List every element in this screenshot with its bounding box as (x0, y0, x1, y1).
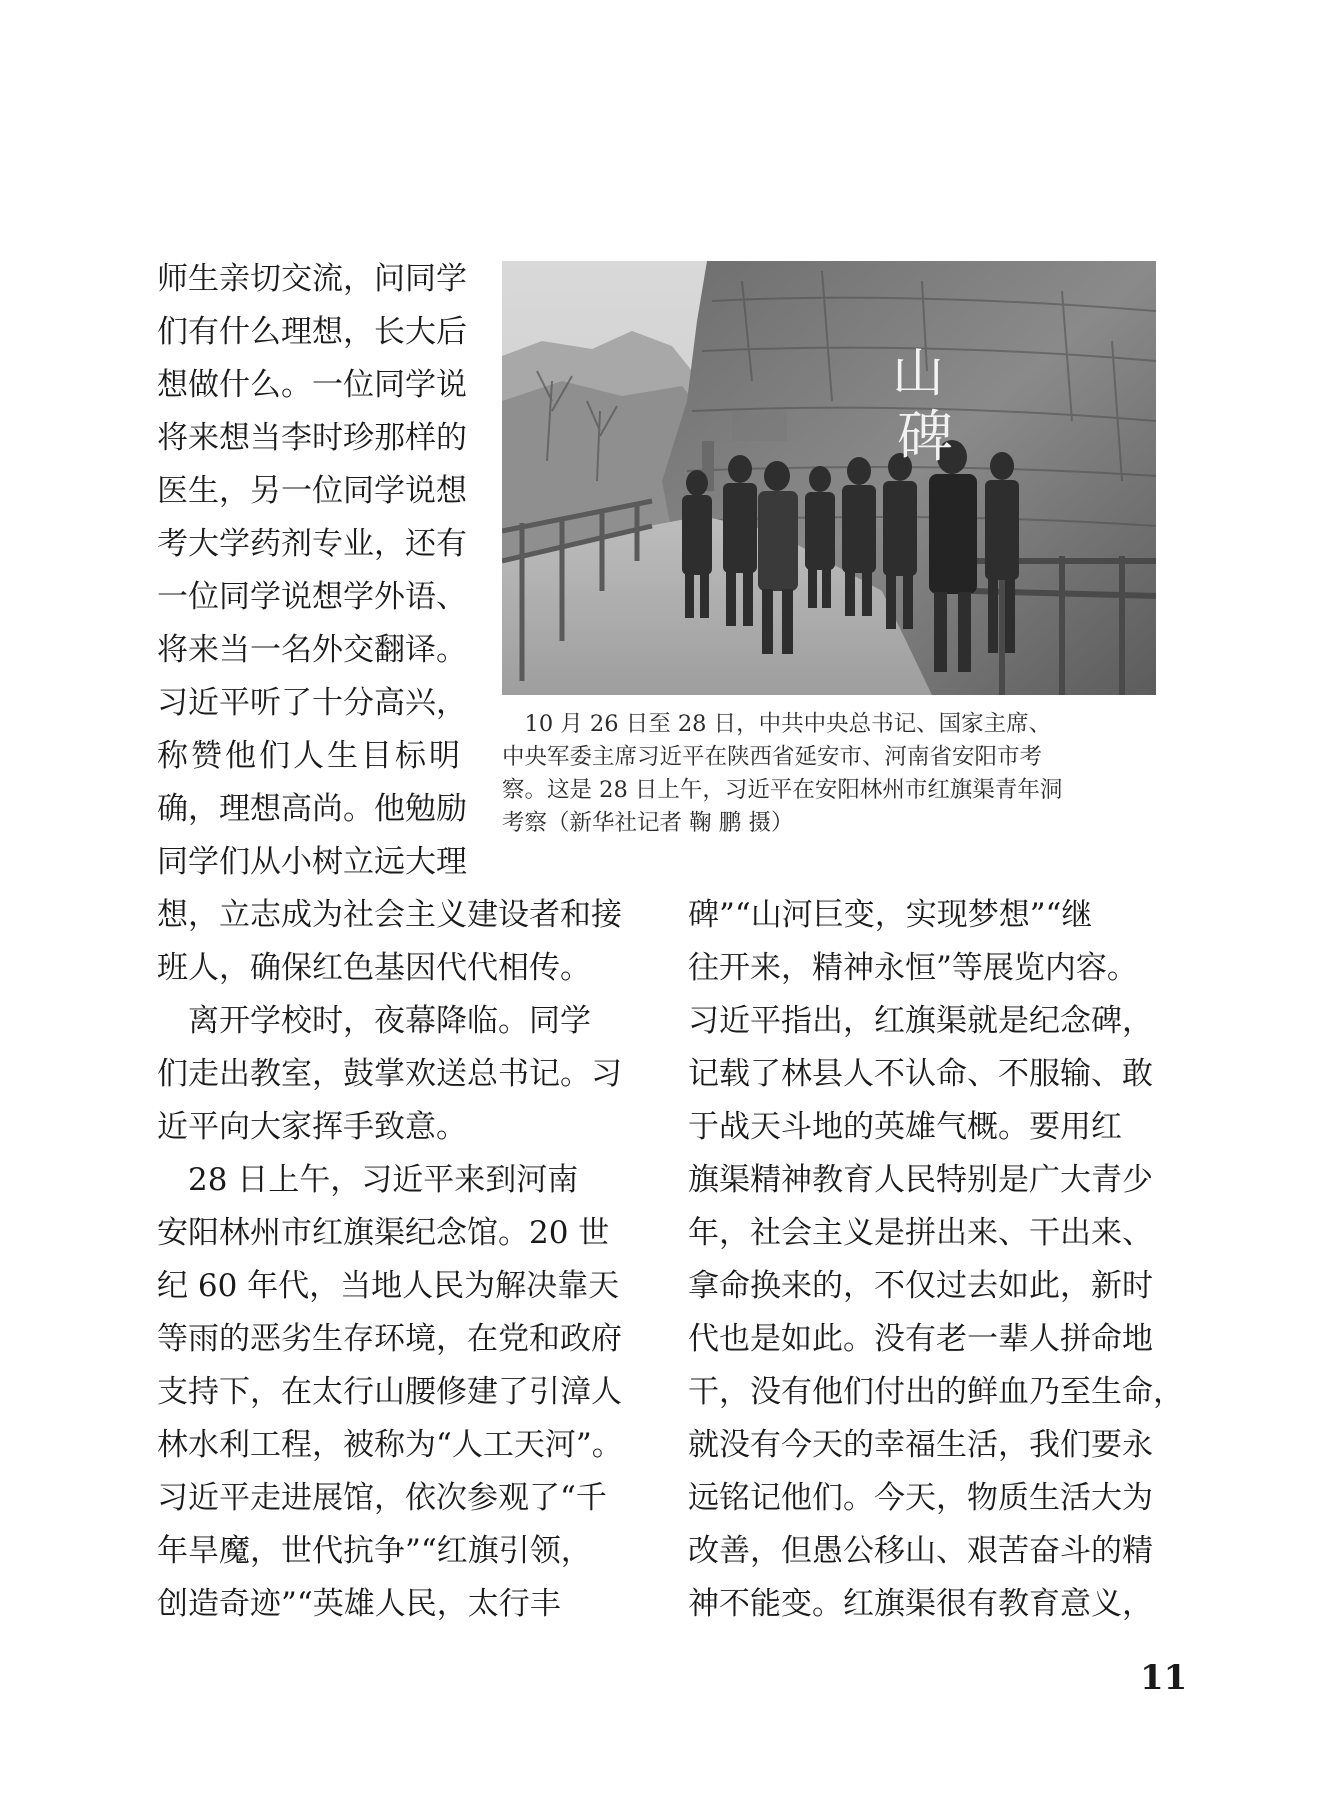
text-line: 神不能变。红旗渠很有教育意义， (688, 1586, 1153, 1622)
text-line: 班人，确保红色基因代代相传。 (157, 950, 591, 986)
text-line: 改善，但愚公移山、艰苦奋斗的精 (688, 1533, 1153, 1569)
text-line: 将来想当李时珍那样的 (157, 420, 467, 456)
caption-line: 中央军委主席习近平在陕西省延安市、河南省安阳市考 (502, 744, 1043, 770)
text-line: 医生，另一位同学说想 (157, 473, 467, 509)
caption-line: 察。这是 28 日上午，习近平在安阳林州市红旗渠青年洞 (502, 777, 1063, 803)
text-line: 同学们从小树立远大理 (157, 844, 467, 880)
text-line: 干，没有他们付出的鲜血乃至生命， (688, 1374, 1184, 1410)
rock-inscription-top: 山 (892, 344, 945, 404)
text-line: 于战天斗地的英雄气概。要用红 (688, 1109, 1122, 1145)
text-line: 就没有今天的幸福生活，我们要永 (688, 1427, 1153, 1463)
text-line: 支持下，在太行山腰修建了引漳人 (157, 1374, 622, 1410)
text-line: 年旱魔，世代抗争”“红旗引领， (157, 1533, 592, 1569)
text-line: 等雨的恶劣生存环境，在党和政府 (157, 1321, 622, 1357)
text-line: 们走出教室，鼓掌欢送总书记。习 (157, 1056, 622, 1092)
page-number: 11 (1140, 1658, 1188, 1698)
text-line: 代也是如此。没有老一辈人拼命地 (688, 1321, 1153, 1357)
text-line: 确，理想高尚。他勉励 (157, 791, 467, 827)
text-line: 年，社会主义是拼出来、干出来、 (688, 1215, 1153, 1251)
text-line: 们有什么理想，长大后 (157, 314, 467, 350)
rock-inscription-bottom: 碑 (897, 405, 953, 470)
text-line: 往开来，精神永恒”等展览内容。 (688, 950, 1138, 986)
text-line: 纪 60 年代，当地人民为解决靠天 (157, 1268, 620, 1304)
text-line: 碑”“山河巨变，实现梦想”“继 (688, 897, 1093, 933)
text-line: 离开学校时，夜幕降临。同学 (157, 1003, 591, 1039)
text-line: 一位同学说想学外语、 (157, 579, 467, 615)
text-line: 拿命换来的，不仅过去如此，新时 (688, 1268, 1153, 1304)
caption-line: 考察（新华社记者 鞠 鹏 摄） (502, 810, 794, 836)
text-line: 远铭记他们。今天，物质生活大为 (688, 1480, 1153, 1516)
text-line: 习近平走进展馆，依次参观了“千 (157, 1480, 607, 1516)
text-line: 习近平指出，红旗渠就是纪念碑， (688, 1003, 1153, 1039)
text-line: 师生亲切交流，问同学 (157, 261, 467, 297)
text-line: 近平向大家挥手致意。 (157, 1109, 467, 1145)
photo-illustration (502, 261, 1156, 695)
text-line: 将来当一名外交翻译。 (157, 632, 467, 668)
text-line: 习近平听了十分高兴， (157, 685, 467, 721)
news-photo (502, 261, 1156, 695)
text-line: 28 日上午，习近平来到河南 (157, 1162, 579, 1198)
text-line: 想做什么。一位同学说 (157, 367, 467, 403)
text-line: 旗渠精神教育人民特别是广大青少 (688, 1162, 1153, 1198)
text-line: 安阳林州市红旗渠纪念馆。20 世 (157, 1215, 610, 1251)
text-line: 考大学药剂专业，还有 (157, 526, 467, 562)
text-line: 创造奇迹”“英雄人民，太行丰 (157, 1586, 561, 1622)
text-line: 想，立志成为社会主义建设者和接 (157, 897, 622, 933)
text-line: 记载了林县人不认命、不服输、敢 (688, 1056, 1153, 1092)
text-line: 林水利工程，被称为“人工天河”。 (157, 1427, 623, 1463)
caption-line: 10 月 26 日至 28 日，中共中央总书记、国家主席、 (502, 711, 1052, 737)
text-line: 称赞他们人生目标明 (157, 738, 463, 774)
